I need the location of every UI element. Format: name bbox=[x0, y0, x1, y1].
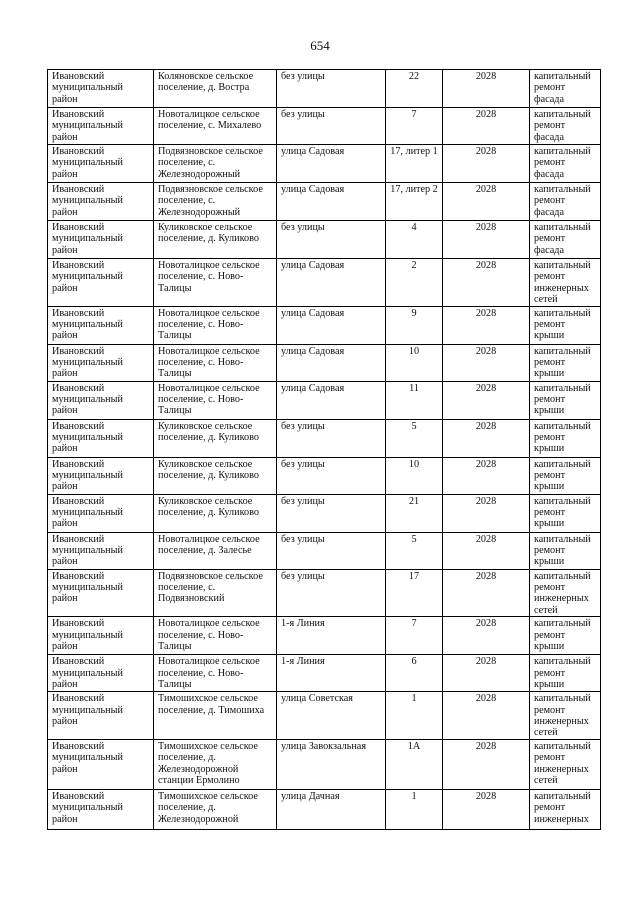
year-cell: 2028 bbox=[443, 70, 530, 108]
house-number-cell: 7 bbox=[386, 108, 443, 145]
district-cell: Ивановский муниципальный район bbox=[48, 532, 154, 569]
work-type-cell: капитальный ремонт инженерных сетей bbox=[530, 569, 601, 617]
work-type-cell: капитальный ремонт крыши bbox=[530, 344, 601, 381]
settlement-cell: Коляновское сельское поселение, д. Востра bbox=[154, 70, 277, 108]
street-cell: без улицы bbox=[277, 569, 386, 617]
house-number-cell: 10 bbox=[386, 457, 443, 494]
street-cell: улица Садовая bbox=[277, 183, 386, 221]
house-number-cell: 11 bbox=[386, 381, 443, 419]
settlement-cell: Новоталицкое сельское поселение, с. Ново-Талицы bbox=[154, 381, 277, 419]
work-type-cell: капитальный ремонт крыши bbox=[530, 457, 601, 494]
work-type-cell: капитальный ремонт крыши bbox=[530, 494, 601, 532]
table-row bbox=[48, 569, 601, 617]
year-cell: 2028 bbox=[443, 655, 530, 692]
street-cell: без улицы bbox=[277, 70, 386, 108]
district-cell: Ивановский муниципальный район bbox=[48, 259, 154, 307]
street-cell: без улицы bbox=[277, 532, 386, 569]
table-row bbox=[48, 789, 601, 829]
page-number: 654 bbox=[310, 38, 330, 53]
year-cell: 2028 bbox=[443, 381, 530, 419]
year-cell: 2028 bbox=[443, 306, 530, 344]
district-cell: Ивановский муниципальный район bbox=[48, 381, 154, 419]
repair-schedule-table bbox=[47, 69, 601, 830]
house-number-cell: 17, литер 2 bbox=[386, 183, 443, 221]
district-cell: Ивановский муниципальный район bbox=[48, 183, 154, 221]
house-number-cell: 17, литер 1 bbox=[386, 145, 443, 183]
house-number-cell: 7 bbox=[386, 617, 443, 655]
work-type-cell: капитальный ремонт крыши bbox=[530, 419, 601, 457]
table-row bbox=[48, 617, 601, 655]
work-type-cell: капитальный ремонт фасада bbox=[530, 108, 601, 145]
house-number-cell: 22 bbox=[386, 70, 443, 108]
settlement-cell: Куликовское сельское поселение, д. Куликово bbox=[154, 494, 277, 532]
district-cell: Ивановский муниципальный район bbox=[48, 655, 154, 692]
street-cell: без улицы bbox=[277, 221, 386, 259]
work-type-cell: капитальный ремонт крыши bbox=[530, 306, 601, 344]
settlement-cell: Новоталицкое сельское поселение, с. Ново-Талицы bbox=[154, 655, 277, 692]
house-number-cell: 1 bbox=[386, 692, 443, 740]
district-cell: Ивановский муниципальный район bbox=[48, 145, 154, 183]
settlement-cell: Новоталицкое сельское поселение, с. Ново-Талицы bbox=[154, 344, 277, 381]
settlement-cell: Тимошихское сельское поселение, д. Железнодорожной bbox=[154, 789, 277, 829]
house-number-cell: 17 bbox=[386, 569, 443, 617]
table-row bbox=[48, 457, 601, 494]
year-cell: 2028 bbox=[443, 569, 530, 617]
year-cell: 2028 bbox=[443, 457, 530, 494]
street-cell: 1-я Линия bbox=[277, 655, 386, 692]
house-number-cell: 1А bbox=[386, 739, 443, 789]
year-cell: 2028 bbox=[443, 259, 530, 307]
year-cell: 2028 bbox=[443, 108, 530, 145]
district-cell: Ивановский муниципальный район bbox=[48, 692, 154, 740]
street-cell: без улицы bbox=[277, 457, 386, 494]
table-row bbox=[48, 419, 601, 457]
work-type-cell: капитальный ремонт фасада bbox=[530, 183, 601, 221]
table-row bbox=[48, 494, 601, 532]
work-type-cell: капитальный ремонт инженерных bbox=[530, 789, 601, 829]
street-cell: улица Советская bbox=[277, 692, 386, 740]
street-cell: без улицы bbox=[277, 419, 386, 457]
table-row bbox=[48, 70, 601, 108]
work-type-cell: капитальный ремонт фасада bbox=[530, 70, 601, 108]
settlement-cell: Куликовское сельское поселение, д. Куликово bbox=[154, 457, 277, 494]
settlement-cell: Тимошихское сельское поселение, д. Железнодорожной станции Ермолино bbox=[154, 739, 277, 789]
street-cell: улица Завокзальная bbox=[277, 739, 386, 789]
district-cell: Ивановский муниципальный район bbox=[48, 221, 154, 259]
settlement-cell: Подвязновское сельское поселение, с. Железнодорожный bbox=[154, 183, 277, 221]
table-row bbox=[48, 108, 601, 145]
table-row bbox=[48, 532, 601, 569]
house-number-cell: 5 bbox=[386, 419, 443, 457]
settlement-cell: Новоталицкое сельское поселение, с. Ново-Талицы bbox=[154, 259, 277, 307]
settlement-cell: Новоталицкое сельское поселение, д. Залесье bbox=[154, 532, 277, 569]
year-cell: 2028 bbox=[443, 532, 530, 569]
district-cell: Ивановский муниципальный район bbox=[48, 739, 154, 789]
year-cell: 2028 bbox=[443, 419, 530, 457]
work-type-cell: капитальный ремонт крыши bbox=[530, 381, 601, 419]
work-type-cell: капитальный ремонт крыши bbox=[530, 655, 601, 692]
table-body bbox=[48, 70, 601, 830]
table-row bbox=[48, 692, 601, 740]
work-type-cell: капитальный ремонт инженерных сетей bbox=[530, 259, 601, 307]
settlement-cell: Тимошихское сельское поселение, д. Тимошиха bbox=[154, 692, 277, 740]
district-cell: Ивановский муниципальный район bbox=[48, 569, 154, 617]
district-cell: Ивановский муниципальный район bbox=[48, 419, 154, 457]
table-row bbox=[48, 381, 601, 419]
street-cell: улица Садовая bbox=[277, 344, 386, 381]
table-row bbox=[48, 655, 601, 692]
house-number-cell: 9 bbox=[386, 306, 443, 344]
district-cell: Ивановский муниципальный район bbox=[48, 789, 154, 829]
settlement-cell: Новоталицкое сельское поселение, с. Ново-Талицы bbox=[154, 306, 277, 344]
district-cell: Ивановский муниципальный район bbox=[48, 494, 154, 532]
table-row bbox=[48, 306, 601, 344]
house-number-cell: 21 bbox=[386, 494, 443, 532]
house-number-cell: 4 bbox=[386, 221, 443, 259]
settlement-cell: Куликовское сельское поселение, д. Куликово bbox=[154, 419, 277, 457]
settlement-cell: Подвязновское сельское поселение, с. Подвязновский bbox=[154, 569, 277, 617]
settlement-cell: Подвязновское сельское поселение, с. Железнодорожный bbox=[154, 145, 277, 183]
house-number-cell: 1 bbox=[386, 789, 443, 829]
street-cell: улица Дачная bbox=[277, 789, 386, 829]
table-row bbox=[48, 221, 601, 259]
settlement-cell: Новоталицкое сельское поселение, с. Ново-Талицы bbox=[154, 617, 277, 655]
year-cell: 2028 bbox=[443, 739, 530, 789]
district-cell: Ивановский муниципальный район bbox=[48, 617, 154, 655]
district-cell: Ивановский муниципальный район bbox=[48, 108, 154, 145]
district-cell: Ивановский муниципальный район bbox=[48, 306, 154, 344]
year-cell: 2028 bbox=[443, 617, 530, 655]
district-cell: Ивановский муниципальный район bbox=[48, 70, 154, 108]
table-row bbox=[48, 259, 601, 307]
year-cell: 2028 bbox=[443, 183, 530, 221]
street-cell: 1-я Линия bbox=[277, 617, 386, 655]
street-cell: улица Садовая bbox=[277, 306, 386, 344]
year-cell: 2028 bbox=[443, 494, 530, 532]
settlement-cell: Куликовское сельское поселение, д. Куликово bbox=[154, 221, 277, 259]
work-type-cell: капитальный ремонт инженерных сетей bbox=[530, 692, 601, 740]
work-type-cell: капитальный ремонт крыши bbox=[530, 532, 601, 569]
house-number-cell: 5 bbox=[386, 532, 443, 569]
street-cell: улица Садовая bbox=[277, 259, 386, 307]
table-row bbox=[48, 145, 601, 183]
year-cell: 2028 bbox=[443, 789, 530, 829]
house-number-cell: 2 bbox=[386, 259, 443, 307]
table-row bbox=[48, 739, 601, 789]
year-cell: 2028 bbox=[443, 221, 530, 259]
work-type-cell: капитальный ремонт крыши bbox=[530, 617, 601, 655]
settlement-cell: Новоталицкое сельское поселение, с. Михалево bbox=[154, 108, 277, 145]
district-cell: Ивановский муниципальный район bbox=[48, 344, 154, 381]
house-number-cell: 6 bbox=[386, 655, 443, 692]
table-row bbox=[48, 344, 601, 381]
street-cell: улица Садовая bbox=[277, 145, 386, 183]
house-number-cell: 10 bbox=[386, 344, 443, 381]
year-cell: 2028 bbox=[443, 344, 530, 381]
year-cell: 2028 bbox=[443, 145, 530, 183]
work-type-cell: капитальный ремонт фасада bbox=[530, 221, 601, 259]
work-type-cell: капитальный ремонт инженерных сетей bbox=[530, 739, 601, 789]
year-cell: 2028 bbox=[443, 692, 530, 740]
table-row bbox=[48, 183, 601, 221]
street-cell: улица Садовая bbox=[277, 381, 386, 419]
street-cell: без улицы bbox=[277, 108, 386, 145]
district-cell: Ивановский муниципальный район bbox=[48, 457, 154, 494]
street-cell: без улицы bbox=[277, 494, 386, 532]
work-type-cell: капитальный ремонт фасада bbox=[530, 145, 601, 183]
